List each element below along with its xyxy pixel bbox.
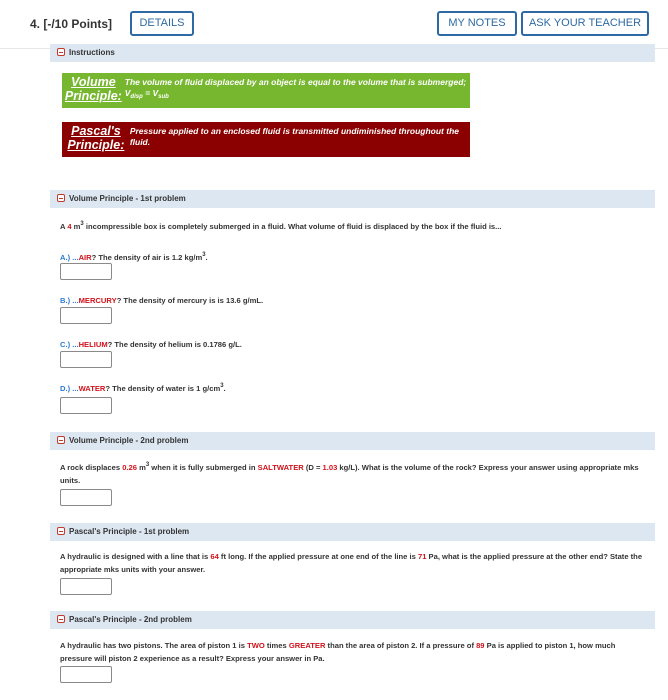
fluid-name: WATER xyxy=(78,384,106,393)
fluid-name: SALTWATER xyxy=(257,463,304,472)
superscript: 3 xyxy=(220,383,224,389)
superscript: 3 xyxy=(80,221,84,227)
part-label: A.) ... xyxy=(60,253,79,262)
answer-input-vp2[interactable] xyxy=(60,489,112,506)
volume-principle-name: Volume Principle: xyxy=(64,75,122,103)
text: A rock displaces xyxy=(60,463,123,472)
text: m xyxy=(71,222,81,231)
highlight-number: 89 xyxy=(476,641,485,650)
vp1-part-c xyxy=(60,338,645,351)
pascal-principle-text: Pressure applied to an enclosed fluid is transmitted undiminished throughout the fluid. xyxy=(129,126,459,147)
text: Pa, what is the applied pressure at the other end? State the appropriate mks units with your answer. xyxy=(60,552,643,574)
text: ft long. If the applied pressure at one end of the line is xyxy=(218,552,418,561)
ask-teacher-button[interactable]: ASK YOUR TEACHER xyxy=(521,11,649,36)
text: times xyxy=(264,641,289,650)
text: when it is fully submerged in xyxy=(149,463,258,472)
section-title: Pascal's Principle - 1st problem xyxy=(69,527,190,536)
highlight-number: 0.26 xyxy=(122,463,137,472)
pp1-question xyxy=(60,550,645,576)
collapse-toggle-icon[interactable] xyxy=(57,48,65,56)
answer-input-pp1[interactable] xyxy=(60,578,112,595)
my-notes-button[interactable]: MY NOTES xyxy=(437,11,517,36)
volume-sub-sub: sub xyxy=(158,94,169,100)
collapse-toggle-icon[interactable] xyxy=(57,436,65,444)
part-label: D.) ... xyxy=(60,384,79,393)
text: ? The density of mercury is is 13.6 g/mL. xyxy=(116,296,264,305)
vp1-part-b xyxy=(60,294,645,307)
text: kg/L). What is the volume of the rock? Express your answer using appropriate mks units. xyxy=(60,463,639,485)
part-label: C.) ... xyxy=(60,340,79,349)
pp2-question xyxy=(60,639,645,665)
fluid-name: AIR xyxy=(78,253,92,262)
section-header-vp2[interactable] xyxy=(50,432,655,450)
vp1-part-a xyxy=(60,251,645,264)
text: ? The density of air is 1.2 kg/m xyxy=(91,253,203,262)
text: than the area of piston 2. If a pressure of xyxy=(325,641,477,650)
pascal-principle-box xyxy=(62,122,470,157)
question-header xyxy=(0,0,668,49)
text: . xyxy=(223,384,226,393)
answer-input-a[interactable] xyxy=(60,263,112,280)
answer-input-b[interactable] xyxy=(60,307,112,324)
details-button[interactable]: DETAILS xyxy=(130,11,194,36)
text: ? The density of helium is 0.1786 g/L. xyxy=(107,340,242,349)
vp1-part-d xyxy=(60,382,645,395)
text: A hydraulic has two pistons. The area of piston 1 is xyxy=(60,641,248,650)
fluid-name: HELIUM xyxy=(78,340,108,349)
collapse-toggle-icon[interactable] xyxy=(57,615,65,623)
section-title: Pascal's Principle - 2nd problem xyxy=(69,615,192,624)
points-label: [-/10 Points] xyxy=(43,17,113,31)
text: . xyxy=(205,253,208,262)
text: incompressible box is completely submerged in a fluid. What volume of fluid is displaced by the box if the fluid is... xyxy=(83,222,502,231)
question-number-text: 4. xyxy=(30,17,41,31)
vp1-intro xyxy=(60,220,645,233)
collapse-toggle-icon[interactable] xyxy=(57,527,65,535)
section-header-pp2[interactable] xyxy=(50,611,655,629)
vp2-question xyxy=(60,461,645,487)
text: A xyxy=(60,222,68,231)
pascal-principle-name: Pascal's Principle: xyxy=(67,124,125,152)
highlight-number: 1.03 xyxy=(322,463,338,472)
volume-principle-box xyxy=(62,73,470,108)
part-label: B.) ... xyxy=(60,296,79,305)
question-content xyxy=(50,44,655,700)
volume-equals: = V xyxy=(142,88,159,98)
highlight-number: 64 xyxy=(210,552,219,561)
fluid-name: MERCURY xyxy=(78,296,117,305)
answer-input-c[interactable] xyxy=(60,351,112,368)
collapse-toggle-icon[interactable] xyxy=(57,194,65,202)
instructions-title: Instructions xyxy=(69,48,115,57)
text: A hydraulic is designed with a line that is xyxy=(60,552,211,561)
text: Pa is applied to piston 1, how much pressure will piston 2 experience as a result? Express your answer in Pa. xyxy=(60,641,616,663)
highlight-number: 4 xyxy=(67,222,72,231)
section-header-pp1[interactable] xyxy=(50,523,655,541)
answer-input-d[interactable] xyxy=(60,397,112,414)
text: m xyxy=(136,463,146,472)
answer-input-pp2[interactable] xyxy=(60,666,112,683)
volume-sub-disp: disp xyxy=(130,94,143,100)
highlight-word: TWO xyxy=(247,641,265,650)
text: ? The density of water is 1 g/cm xyxy=(105,384,221,393)
highlight-number: 71 xyxy=(417,552,427,561)
section-title: Volume Principle - 1st problem xyxy=(69,194,186,203)
superscript: 3 xyxy=(145,462,150,468)
text: (D = xyxy=(303,463,323,472)
volume-principle-body: The volume of fluid displaced by an object is equal to the volume that is submerged; V xyxy=(124,77,467,98)
volume-principle-text xyxy=(123,75,470,99)
highlight-word: GREATER xyxy=(288,641,326,650)
superscript: 3 xyxy=(202,252,206,258)
section-title: Volume Principle - 2nd problem xyxy=(69,436,189,445)
instructions-header[interactable] xyxy=(50,44,655,62)
section-header-vp1[interactable] xyxy=(50,190,655,208)
question-number xyxy=(30,17,112,31)
